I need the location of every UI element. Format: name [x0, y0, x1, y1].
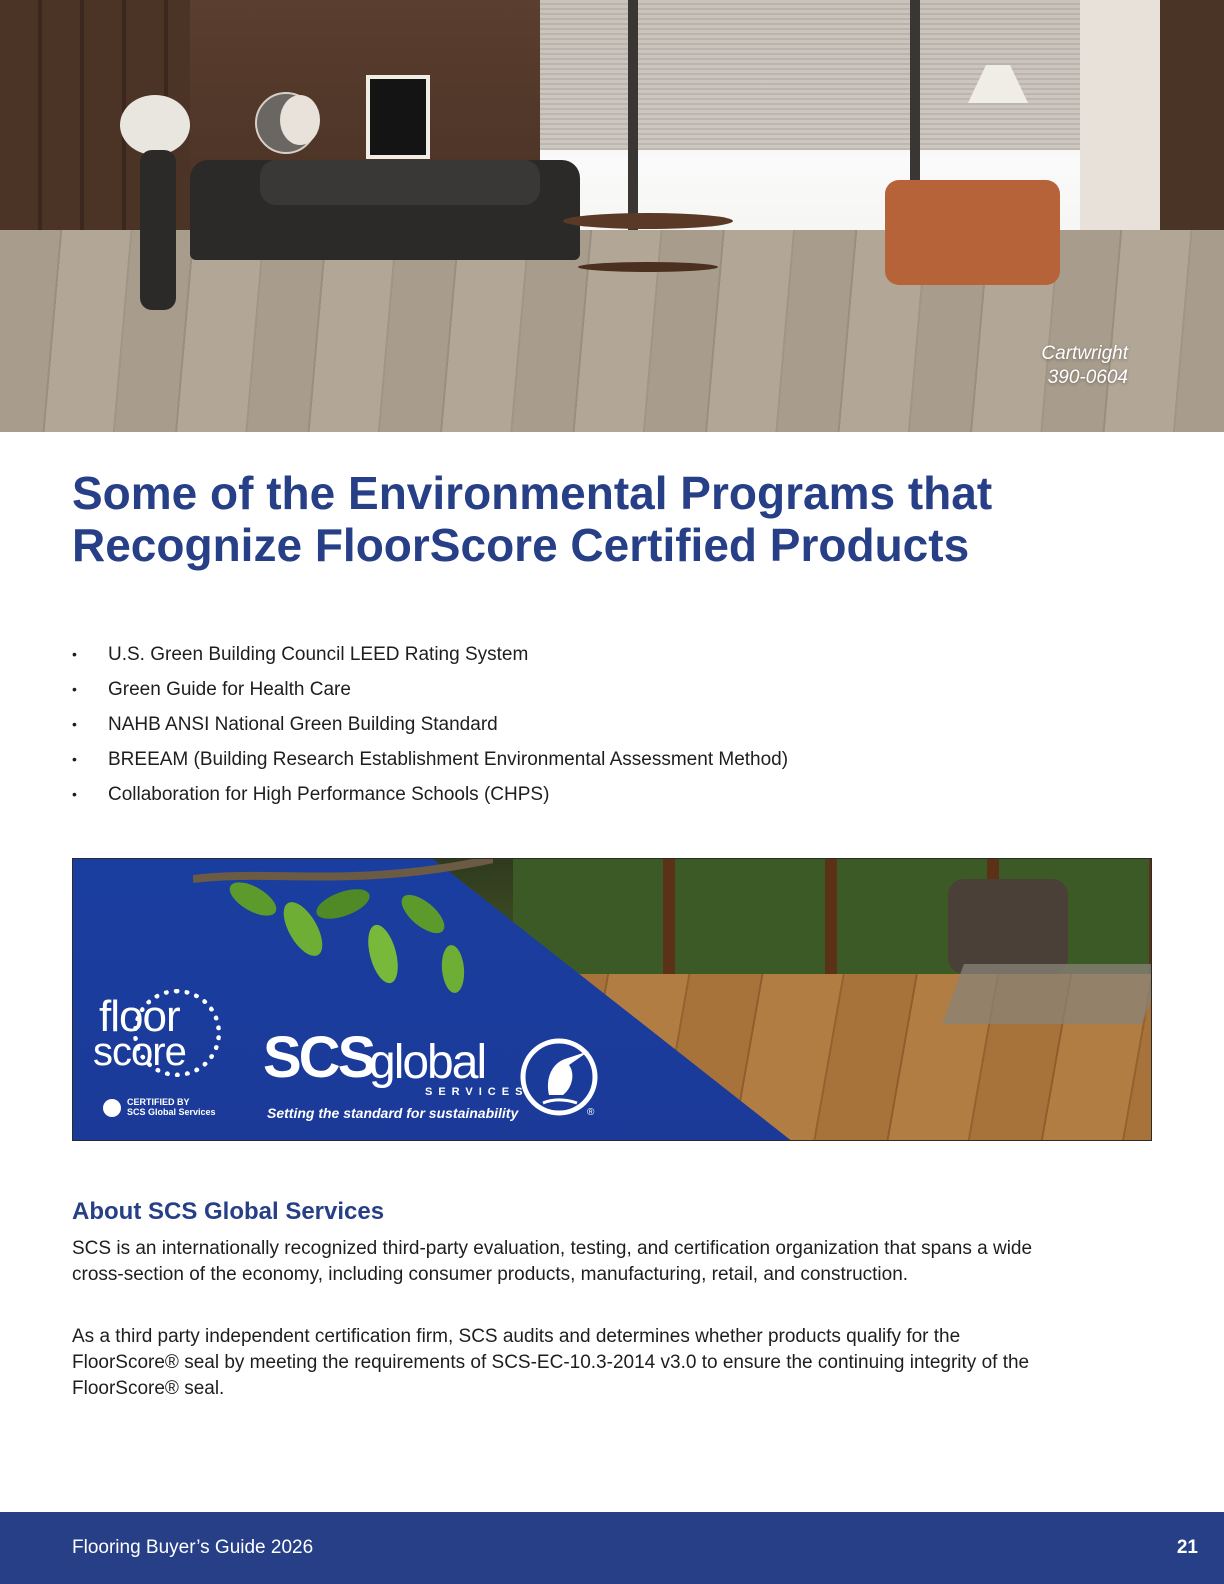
list-item — [72, 707, 1122, 742]
list-item — [72, 777, 1122, 812]
hero-photo — [0, 0, 1224, 432]
rug — [942, 964, 1152, 1024]
product-number: 390-0604 — [1047, 367, 1128, 388]
bullet: • — [72, 681, 77, 697]
list-item — [72, 742, 1122, 777]
bullet: • — [72, 751, 77, 767]
bullet: • — [72, 786, 77, 802]
window-frame — [628, 0, 638, 245]
list-item-text: Green Guide for Health Care — [108, 679, 351, 700]
lamp-base — [140, 150, 176, 310]
hummingbird-logo-icon — [519, 1037, 599, 1117]
scs-logo-scs: SCS — [263, 1025, 374, 1090]
floorscore-logo-floor: floor — [99, 992, 180, 1041]
list-item-text: NAHB ANSI National Green Building Standard — [108, 714, 498, 735]
page-number: 21 — [1176, 1537, 1198, 1558]
armchair — [885, 180, 1060, 285]
wall-art — [366, 75, 430, 159]
footer-title: Flooring Buyer’s Guide 2026 — [72, 1537, 314, 1558]
scs-logo-global: global — [369, 1036, 486, 1089]
about-paragraph-2: As a third party independent certification firm, SCS audits and determines whether products qualify for the FloorScore® seal by meeting the requirements of SCS-EC-10.3-2014 v3.0 to ensure the continuing integrity of the FloorScore® seal. — [72, 1326, 1030, 1399]
product-name: Cartwright — [1041, 343, 1128, 364]
certification-banner — [72, 858, 1152, 1141]
floorscore-logo-score: score — [93, 1030, 186, 1074]
programs-list — [72, 637, 1122, 812]
branch-leaves-icon — [193, 859, 493, 1009]
list-item-text: Collaboration for High Performance Schools (CHPS) — [108, 784, 550, 805]
coffee-table — [563, 213, 733, 229]
certified-by-label — [127, 1097, 216, 1117]
certified-by-line2: SCS Global Services — [127, 1107, 216, 1117]
list-item-text: BREEAM (Building Research Establishment Environmental Assessment Method) — [108, 749, 789, 770]
list-item — [72, 672, 1122, 707]
scs-bird-mini-icon — [103, 1099, 121, 1117]
certified-by-line1: CERTIFIED BY — [127, 1097, 190, 1107]
page-footer — [0, 1512, 1224, 1584]
bullet: • — [72, 716, 77, 732]
list-item-text: U.S. Green Building Council LEED Rating System — [108, 644, 529, 665]
scs-logo-services: SERVICES — [425, 1086, 529, 1098]
table-lamp — [120, 95, 190, 155]
about-paragraph-1: SCS is an internationally recognized third-party evaluation, testing, and certification organization that spans a wide cross-section of the economy, including consumer products, manufacturing, retail, and construction. — [72, 1238, 1033, 1285]
page-title: Some of the Environmental Programs that Recognize FloorScore Certified Products — [72, 467, 993, 571]
sofa-cushions — [260, 160, 540, 205]
scs-tagline: Setting the standard for sustainability — [267, 1105, 519, 1121]
product-caption — [1041, 342, 1128, 390]
armchair — [948, 879, 1068, 974]
registered-mark: ® — [587, 1107, 595, 1118]
wall-decor — [280, 95, 320, 145]
section-title: About SCS Global Services — [72, 1198, 385, 1225]
coffee-table-shelf — [578, 262, 718, 272]
bullet: • — [72, 646, 77, 662]
list-item — [72, 637, 1122, 672]
